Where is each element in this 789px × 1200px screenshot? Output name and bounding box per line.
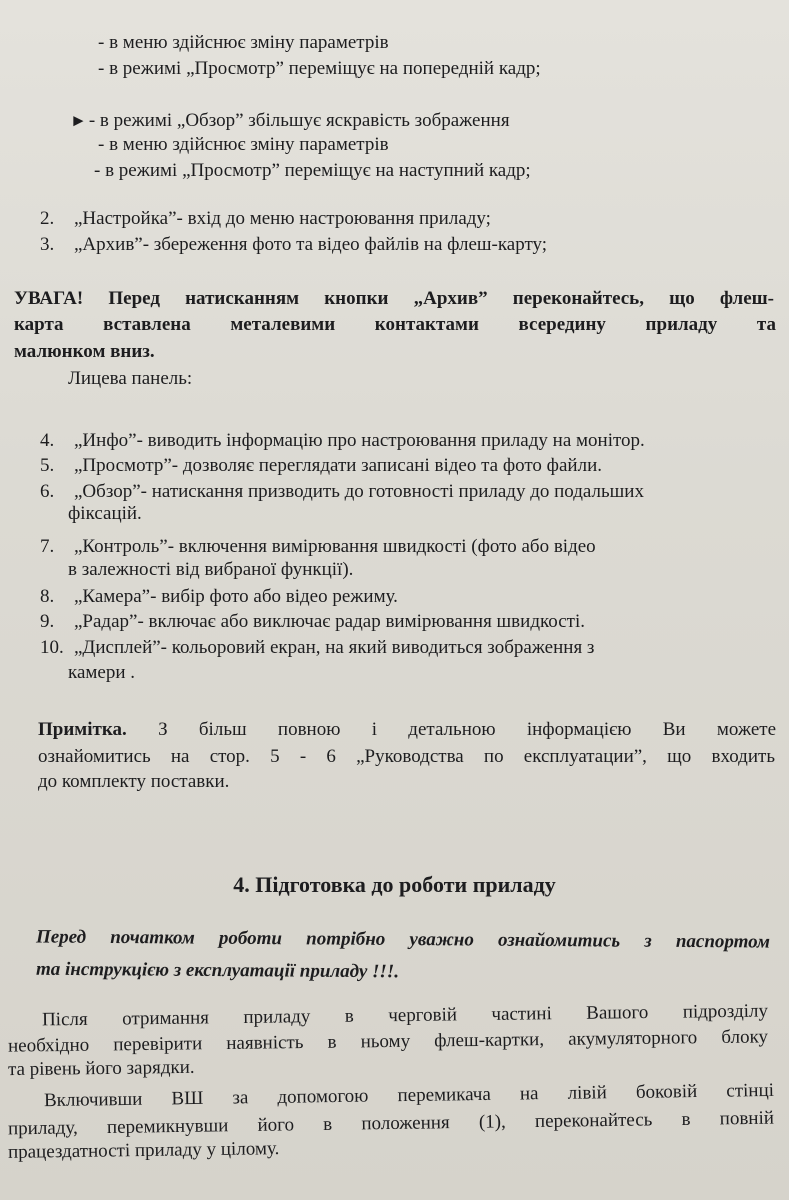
next-frame-line: - в режимі „Просмотр” переміщує на наступний кадр; xyxy=(94,160,531,181)
arrow-right-icon: ► xyxy=(70,111,87,130)
list-item-info: 4. „Инфо”- виводить інформацію про настроювання приладу на монітор. xyxy=(40,430,645,451)
note-line-1: Примітка. З більш повною і детальною інформацією Ви можете xyxy=(38,719,776,740)
warning-line-2: карта вставлена металевими контактами всередину приладу та xyxy=(14,314,776,335)
para2-line-2: приладу, перемикнувши його в положення (1), переконайтесь в повній xyxy=(7,1107,775,1140)
note-line-2: ознайомитись на стор. 5 - 6 „Руководства по експлуатации”, що входить xyxy=(38,746,775,767)
intro-line-1: Перед початком роботи потрібно уважно ознайомитись з паспортом xyxy=(35,926,771,953)
warning-line-3: малюнком вниз. xyxy=(14,341,155,362)
brightness-line: ► - в режимі „Обзор” збільшує яскравість зображення xyxy=(70,110,510,131)
list-item-archive: 3. „Архив”- збереження фото та відео файлів на флеш-карту; xyxy=(40,234,548,255)
section-title: 4. Підготовка до роботи приладу xyxy=(233,872,556,897)
para1-line-2: необхідно перевірити наявність в ньому флеш-картки, акумуляторного блоку xyxy=(7,1026,769,1057)
menu-param-line-2: - в меню здійснює зміну параметрів xyxy=(98,134,389,155)
list-item-display: 10. „Дисплей”- кольоровий екран, на який виводиться зображення з xyxy=(40,637,595,658)
panel-label: Лицева панель: xyxy=(68,368,193,389)
para2-line-1: Включивши ВШ за допомогою перемикача на лівій боковій стінці xyxy=(43,1079,775,1112)
note-line-3: до комплекту поставки. xyxy=(38,771,230,792)
list-item-radar: 9. „Радар”- включає або виключає радар вимірювання швидкості. xyxy=(40,611,585,632)
list-item-overview: 6. „Обзор”- натискання призводить до готовності приладу до подальших xyxy=(40,481,644,502)
list-item-display-cont: камери . xyxy=(68,662,136,683)
list-item-control-cont: в залежності від вибраної функції). xyxy=(68,559,354,580)
list-item-settings: 2. „Настройка”- вхід до меню настроювання приладу; xyxy=(40,208,491,229)
warning-line-1: УВАГА! Перед натисканням кнопки „Архив” переконайтесь, що флеш- xyxy=(14,288,774,309)
para2-line-3: працездатності приладу у цілому. xyxy=(7,1138,280,1163)
para1-line-3: та рівень його зарядки. xyxy=(7,1056,195,1081)
list-item-control: 7. „Контроль”- включення вимірювання швидкості (фото або відео xyxy=(40,536,596,557)
intro-line-2: та інструкцією з експлуатації приладу !!!. xyxy=(35,958,400,983)
list-item-view: 5. „Просмотр”- дозволяє переглядати записані відео та фото файли. xyxy=(40,455,602,476)
prev-frame-line: - в режимі „Просмотр” переміщує на попередній кадр; xyxy=(98,58,541,79)
list-item-overview-cont: фіксацій. xyxy=(68,503,142,524)
list-item-camera: 8. „Камера”- вибір фото або відео режиму. xyxy=(40,586,398,607)
menu-param-line-1: - в меню здійснює зміну параметрів xyxy=(98,32,389,53)
para1-line-1: Після отримання приладу в черговій частині Вашого підрозділу xyxy=(41,1000,769,1031)
